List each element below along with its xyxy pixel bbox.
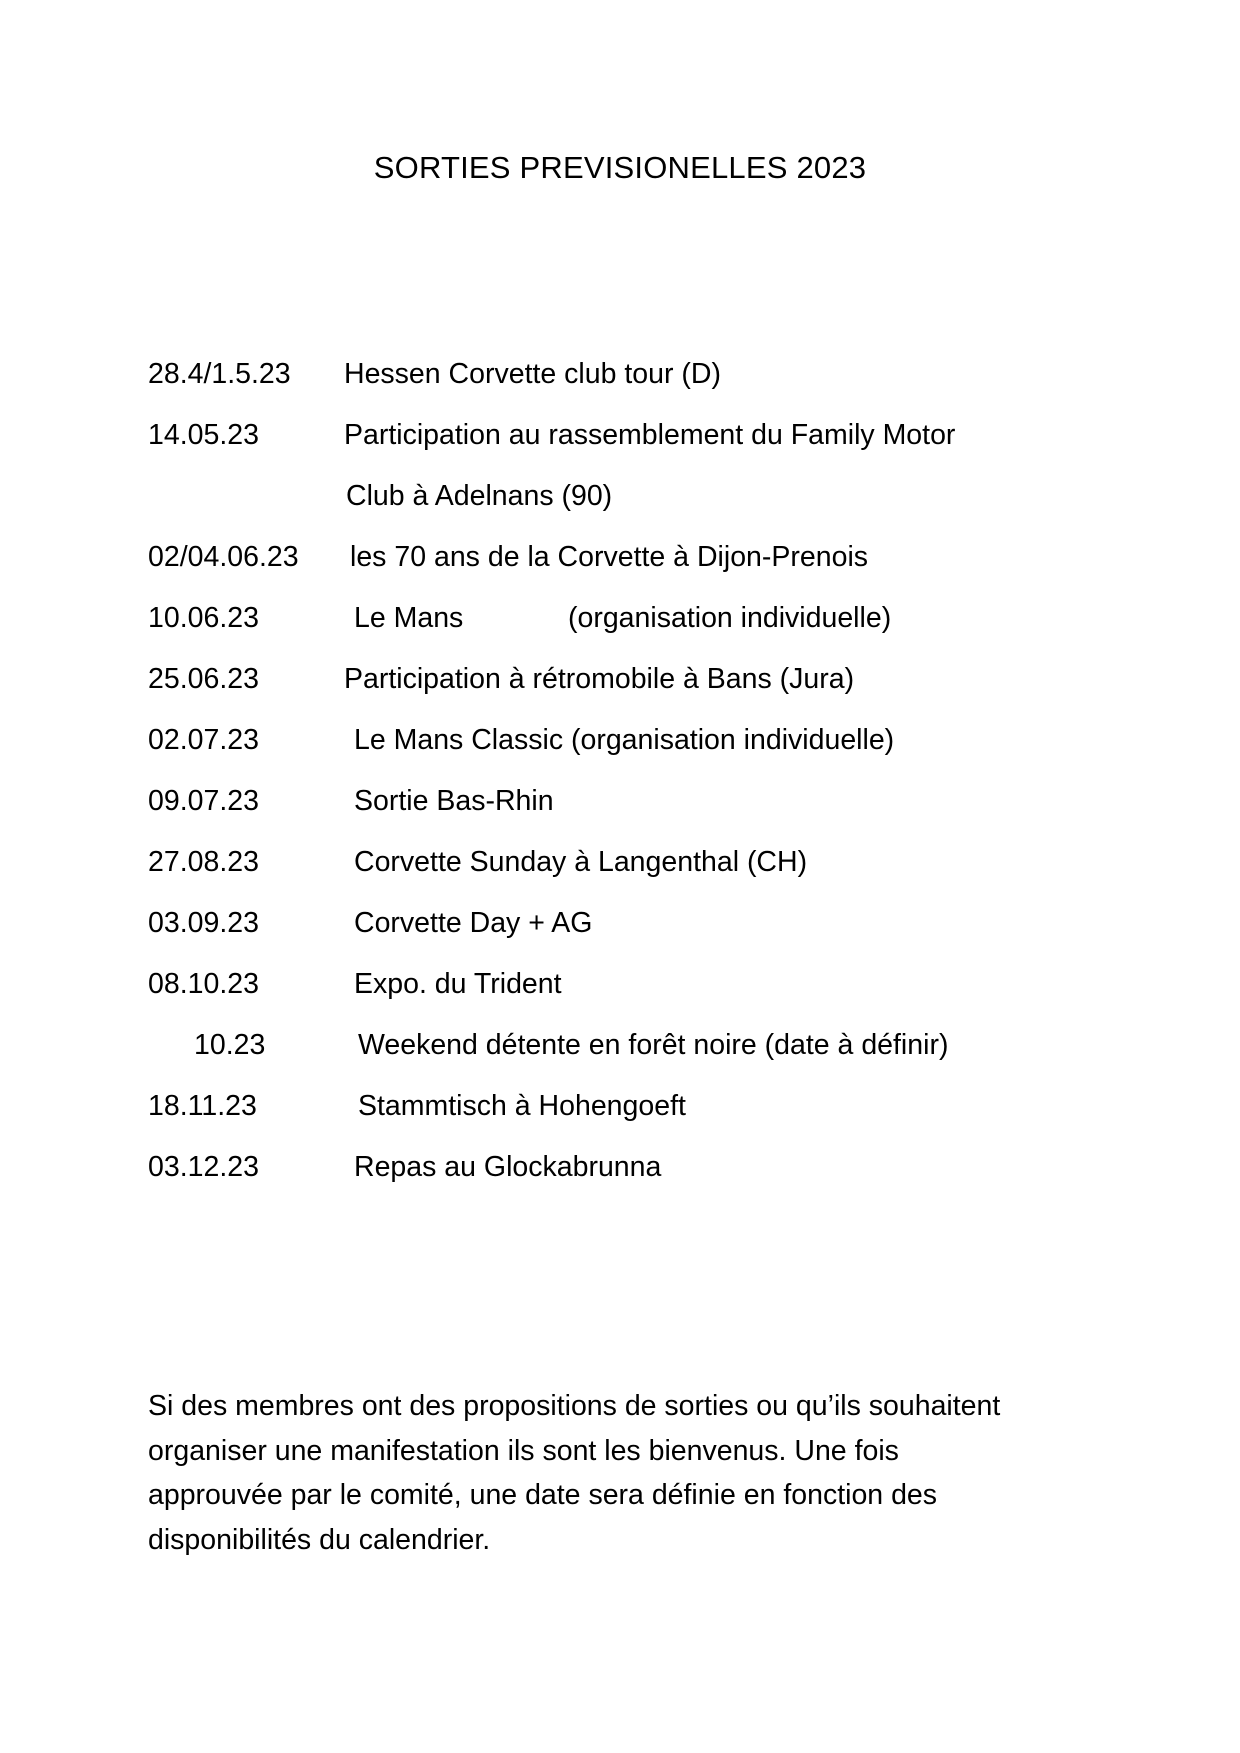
event-date: 10.06.23 [148,602,259,634]
event-row-continuation [148,466,1108,527]
event-description: Participation à rétromobile à Bans (Jura) [344,663,855,695]
event-description: Corvette Sunday à Langenthal (CH) [354,846,808,878]
event-row [148,344,1108,405]
event-description: Corvette Day + AG [354,907,593,939]
event-row [148,1137,1108,1198]
event-row [148,832,1108,893]
event-date: 14.05.23 [148,419,259,451]
footer-line: disponibilités du calendrier. [148,1523,491,1556]
event-row [148,1076,1108,1137]
event-description: Le Mans [354,602,464,634]
event-row [148,649,1108,710]
event-date: 27.08.23 [148,846,259,878]
event-description: Weekend détente en forêt noire (date à définir) [358,1029,949,1061]
event-date: 28.4/1.5.23 [148,358,291,390]
event-row [148,527,1108,588]
events-list [148,344,1108,1198]
event-row [148,405,1108,466]
event-row [148,710,1108,771]
event-description: Club à Adelnans (90) [346,480,613,512]
event-row [148,954,1108,1015]
event-description: Participation au rassemblement du Family Motor [344,419,956,451]
event-note: (organisation individuelle) [568,602,892,634]
event-description: Expo. du Trident [354,968,562,1000]
event-description: Sortie Bas-Rhin [354,785,554,817]
event-description: Stammtisch à Hohengoeft [358,1090,686,1122]
event-date: 08.10.23 [148,968,259,1000]
event-date: 02.07.23 [148,724,259,756]
event-date: 03.12.23 [148,1151,259,1183]
document-title: SORTIES PREVISIONELLES 2023 [373,150,867,185]
event-row [148,893,1108,954]
event-description: les 70 ans de la Corvette à Dijon-Prenois [350,541,869,573]
event-date: 09.07.23 [148,785,259,817]
footer-line: Si des membres ont des propositions de sorties ou qu’ils souhaitent [148,1390,1001,1422]
event-row [148,588,1108,649]
event-description: Le Mans Classic (organisation individuelle) [354,724,895,756]
event-description: Repas au Glockabrunna [354,1151,662,1183]
event-date: 18.11.23 [148,1090,257,1122]
event-date: 10.23 [194,1029,266,1061]
event-row [148,771,1108,832]
event-row [148,1015,1108,1076]
event-description: Hessen Corvette club tour (D) [344,358,721,390]
footer-paragraph [148,1384,1108,1562]
footer-line: organiser une manifestation ils sont les bienvenus. Une fois [148,1434,899,1467]
event-date: 25.06.23 [148,663,259,695]
event-date: 03.09.23 [148,907,259,939]
footer-line: approuvée par le comité, une date sera définie en fonction des [148,1479,938,1511]
event-date: 02/04.06.23 [148,541,299,573]
